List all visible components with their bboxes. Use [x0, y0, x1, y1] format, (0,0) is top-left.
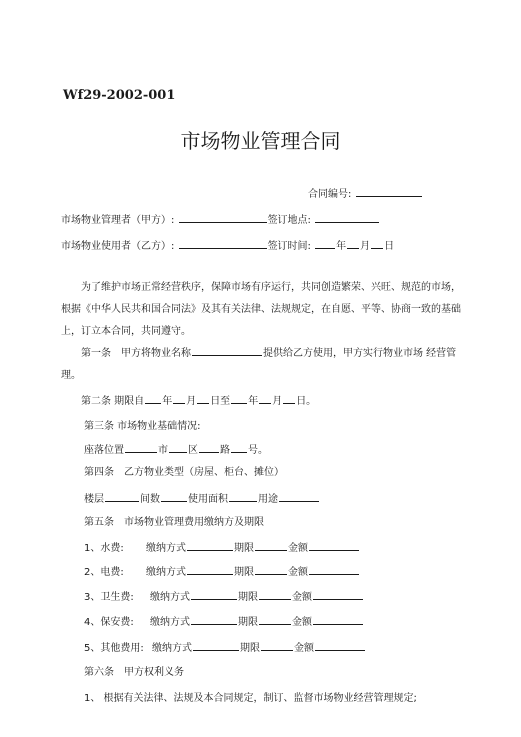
period-label: 期限	[238, 592, 258, 603]
usage-label: 用途	[258, 494, 278, 505]
rooms-blank	[161, 491, 187, 502]
period-blank	[255, 564, 287, 575]
floor-label: 楼层	[84, 494, 104, 505]
pay-method-blank	[187, 540, 233, 551]
article-6: 第六条 甲方权利义务	[84, 667, 184, 678]
area-blank	[229, 491, 257, 502]
article-5: 第五条 市场物业管理费用缴纳方及期限	[84, 517, 264, 528]
party-a-blank	[179, 212, 267, 223]
end-month-blank	[259, 393, 271, 404]
pay-method-blank	[191, 614, 237, 625]
fee-label: 3、卫生费:	[84, 592, 134, 603]
usage-blank	[279, 491, 319, 502]
fee-label: 1、水费:	[84, 543, 124, 554]
day-blank	[371, 238, 383, 249]
fee-row	[84, 564, 360, 580]
period-blank	[259, 614, 291, 625]
article-2	[81, 393, 316, 409]
end-month-label: 月	[272, 396, 283, 407]
amount-label: 金额	[292, 592, 312, 603]
location-label: 座落位置	[84, 445, 124, 456]
period-label: 期限	[238, 617, 258, 628]
start-year-label: 年	[162, 396, 173, 407]
sign-place-label: 签订地点:	[267, 215, 311, 226]
amount-label: 金额	[292, 617, 312, 628]
sign-time-label: 签订时间:	[267, 241, 311, 252]
amount-label: 金额	[288, 567, 308, 578]
fee-row	[84, 589, 364, 605]
start-day-blank	[197, 393, 209, 404]
document-code: Wf29-2002-001	[63, 88, 176, 103]
pay-method-label: 缴纳方式	[150, 617, 190, 628]
start-year-blank	[145, 393, 161, 404]
start-month-blank	[173, 393, 185, 404]
sign-place-blank	[315, 212, 379, 223]
fee-label: 2、电费:	[84, 567, 124, 578]
end-year-blank	[231, 393, 247, 404]
district-blank	[169, 442, 187, 453]
party-b-blank	[179, 238, 267, 249]
intro-paragraph: 为了维护市场正常经营秩序，保障市场有序运行，共同创造繁荣、兴旺、规范的市场，根据《中华人民共和国合同法》及其有关法律、法规规定，在自愿、平等、协商一致的基础上，订立本合同，共同遵守。	[61, 282, 461, 337]
property-name-blank	[192, 345, 262, 356]
party-a-line	[61, 212, 380, 228]
article-1-text-b: 提供给乙方使用，甲方实行物业市场 经营管理。	[61, 348, 457, 381]
article-3: 第三条 市场物业基础情况:	[84, 421, 201, 432]
property-details-line	[84, 491, 320, 507]
period-label: 期限	[240, 643, 260, 654]
location-line	[84, 442, 268, 458]
contract-number-label: 合同编号:	[308, 189, 352, 200]
period-blank	[261, 640, 293, 651]
period-blank	[259, 589, 291, 600]
district-label: 区	[188, 445, 198, 456]
start-month-label: 月	[186, 396, 197, 407]
period-label: 期限	[234, 543, 254, 554]
document-title: 市场物业管理合同	[180, 129, 341, 153]
amount-blank	[313, 589, 363, 600]
article-1-text-a: 第一条 甲方将物业名称	[81, 348, 191, 359]
article-6-item-1: 1、 根据有关法律、法规及本合同规定，制订、监督市场物业经营管理规定;	[84, 693, 417, 704]
number-blank	[231, 442, 247, 453]
rooms-label: 间数	[140, 494, 160, 505]
number-label: 号。	[248, 445, 268, 456]
fee-label: 4、保安费:	[84, 617, 134, 628]
city-label: 市	[158, 445, 168, 456]
article-1	[61, 343, 461, 387]
amount-blank	[315, 640, 365, 651]
end-year-label: 年	[248, 396, 259, 407]
month-label: 月	[360, 241, 371, 252]
fee-label: 5、其他费用:	[84, 643, 144, 654]
amount-blank	[309, 540, 359, 551]
party-b-label: 市场物业使用者（乙方）:	[61, 241, 175, 252]
amount-label: 金额	[294, 643, 314, 654]
month-blank	[347, 238, 359, 249]
article-2-end: 日。	[296, 396, 317, 407]
pay-method-label: 缴纳方式	[150, 592, 190, 603]
day-label: 日	[384, 241, 395, 252]
amount-blank	[309, 564, 359, 575]
fee-row	[84, 614, 364, 630]
pay-method-label: 缴纳方式	[146, 543, 186, 554]
end-day-blank	[283, 393, 295, 404]
year-label: 年	[336, 241, 347, 252]
pay-method-label: 缴纳方式	[152, 643, 192, 654]
floor-blank	[105, 491, 139, 502]
amount-label: 金额	[288, 543, 308, 554]
party-a-label: 市场物业管理者（甲方）:	[61, 215, 175, 226]
fee-row	[84, 640, 366, 656]
pay-method-blank	[191, 589, 237, 600]
amount-blank	[313, 614, 363, 625]
pay-method-blank	[193, 640, 239, 651]
year-blank	[315, 238, 335, 249]
road-blank	[199, 442, 219, 453]
contract-number-line	[308, 186, 423, 202]
fee-row	[84, 540, 360, 556]
article-4: 第四条 乙方物业类型（房屋、柜台、摊位）	[84, 467, 284, 478]
pay-method-label: 缴纳方式	[146, 567, 186, 578]
article-2-to: 日至	[210, 396, 231, 407]
road-label: 路	[220, 445, 230, 456]
area-label: 使用面积	[188, 494, 228, 505]
party-b-line	[61, 238, 394, 254]
period-label: 期限	[234, 567, 254, 578]
period-blank	[255, 540, 287, 551]
article-2-text: 第二条 期限自	[81, 396, 145, 407]
city-blank	[125, 442, 157, 453]
contract-number-blank	[356, 186, 422, 197]
pay-method-blank	[187, 564, 233, 575]
